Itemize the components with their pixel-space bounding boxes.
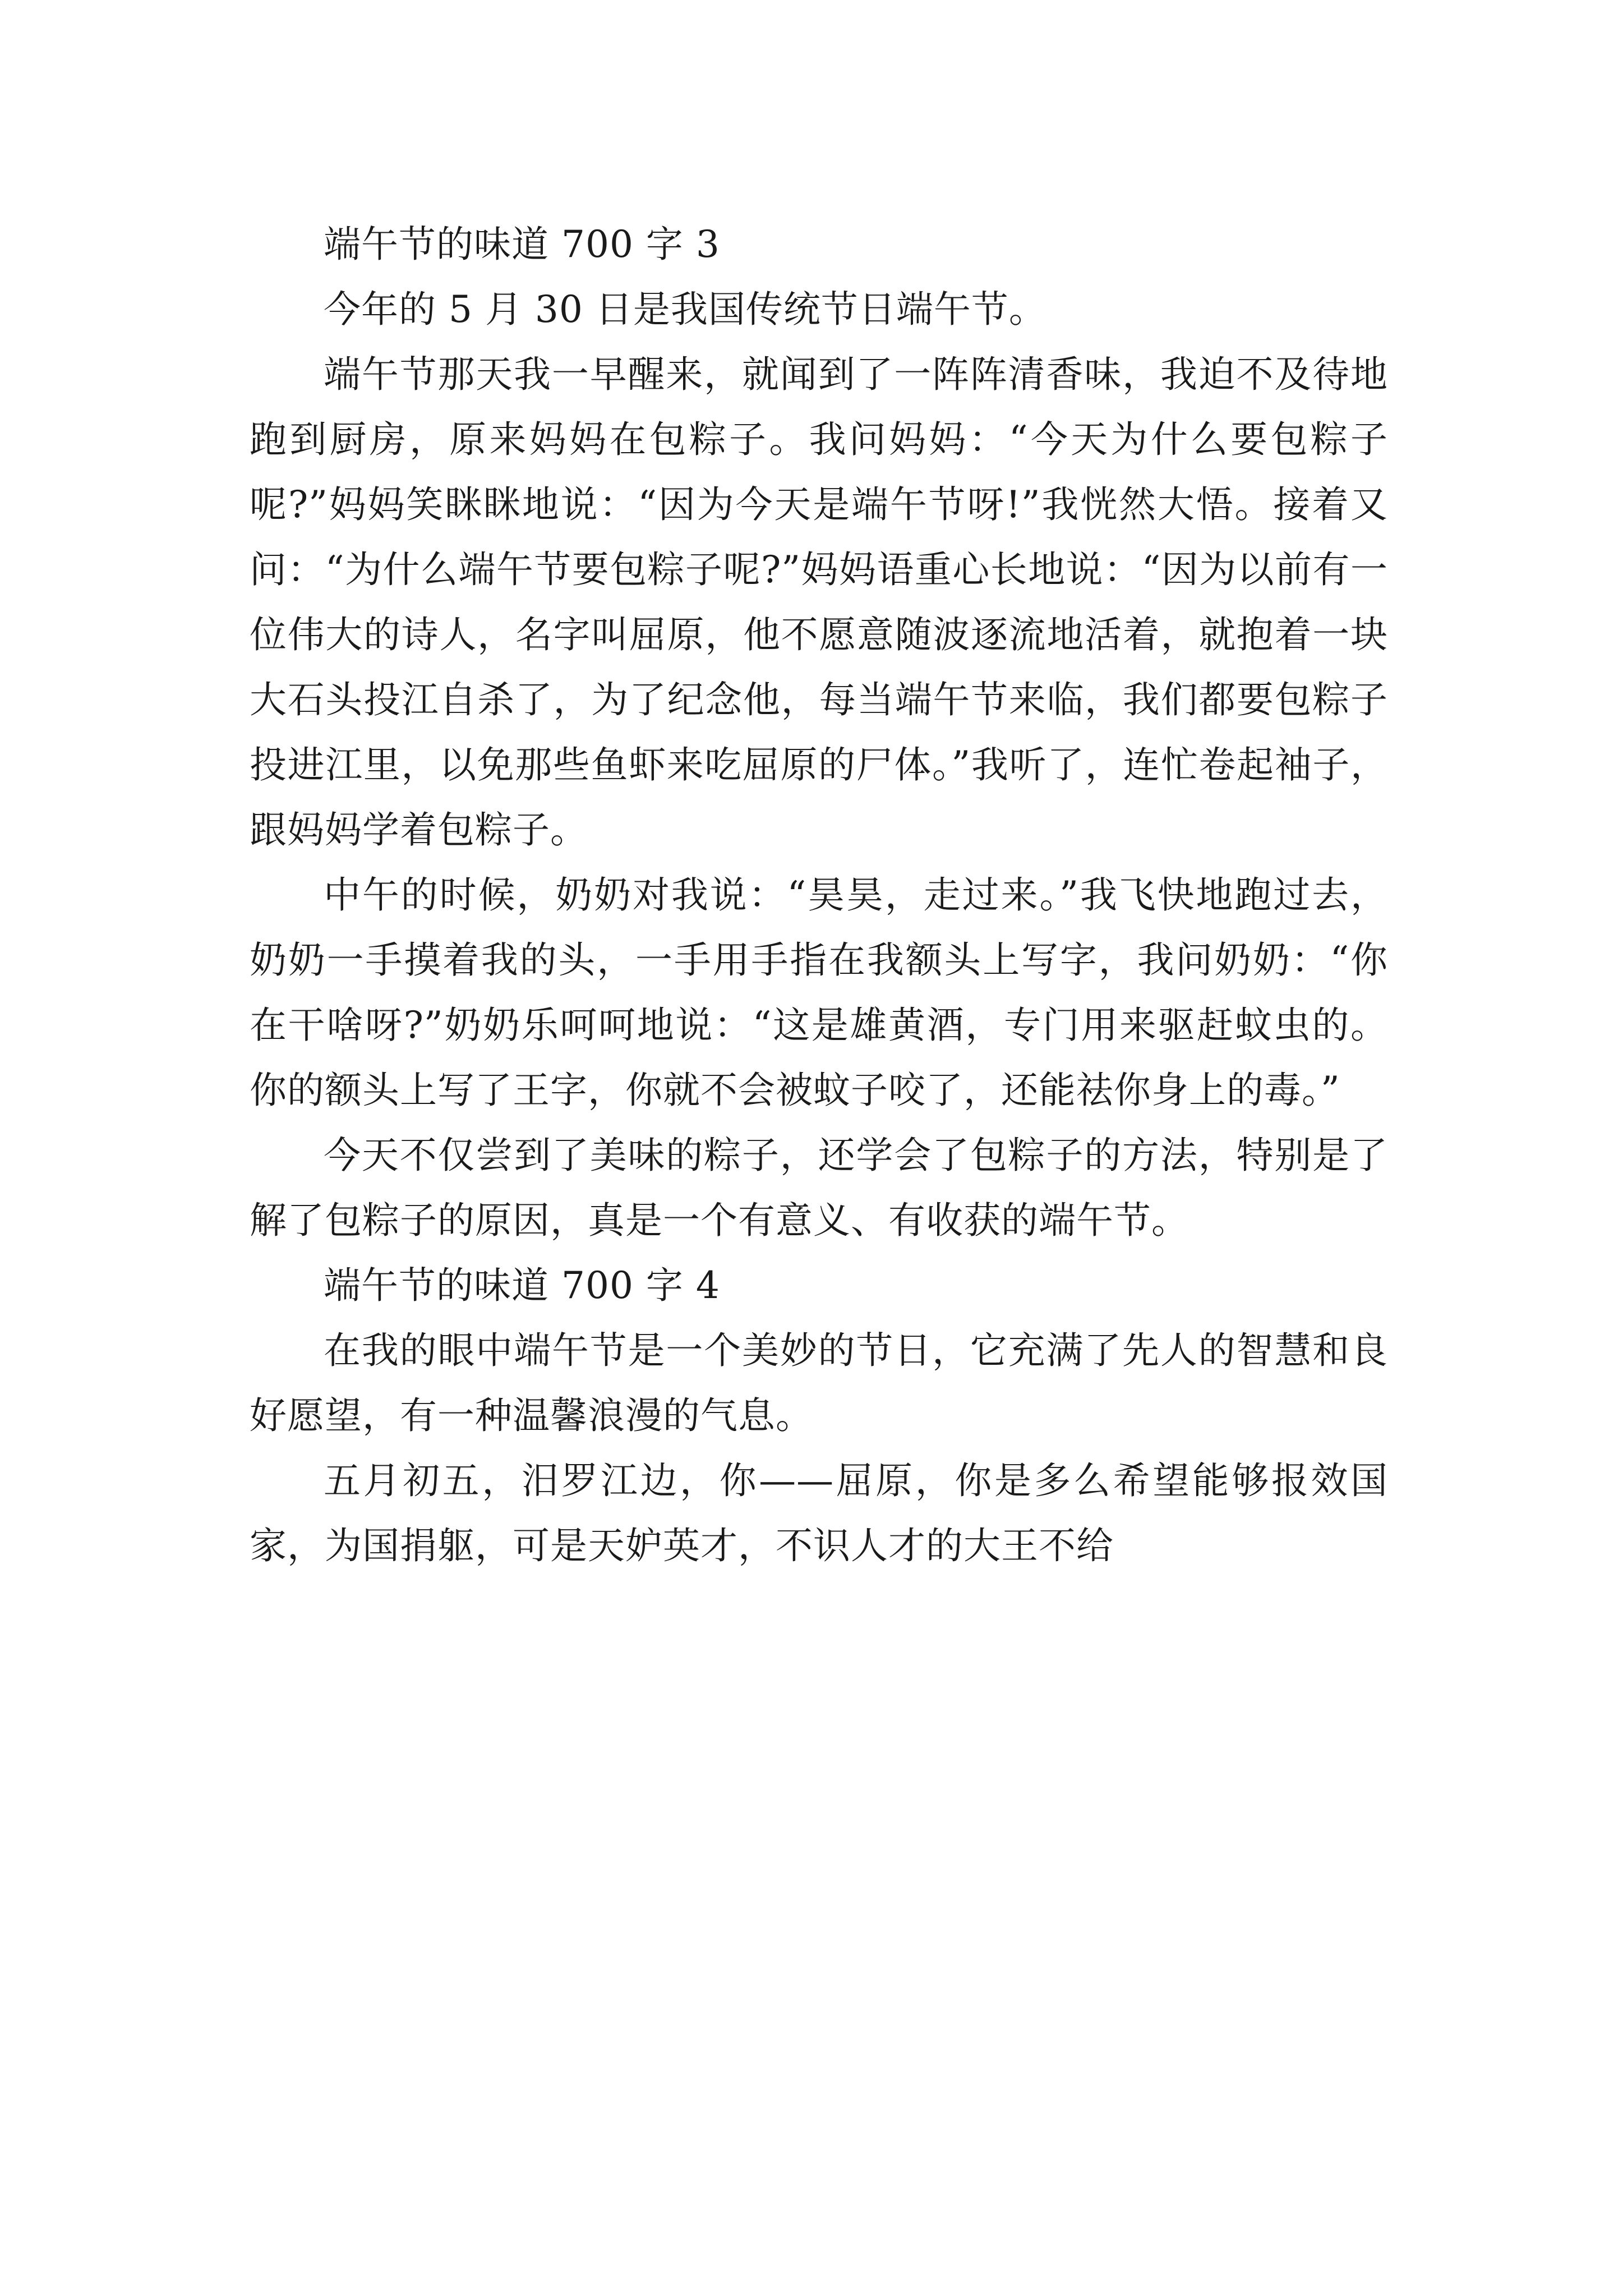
document-body bbox=[250, 212, 1388, 1579]
paragraph: 五月初五，汨罗江边，你——屈原，你是多么希望能够报效国家，为国捐躯，可是天妒英才，不识人才的大王不给 bbox=[250, 1459, 1388, 1567]
paragraph: 今天不仅尝到了美味的粽子，还学会了包粽子的方法，特别是了解了包粽子的原因，真是一个有意义、有收获的端午节。 bbox=[250, 1134, 1388, 1242]
section-heading: 端午节的味道 700 字 3 bbox=[324, 223, 720, 266]
paragraph: 端午节那天我一早醒来，就闻到了一阵阵清香味，我迫不及待地跑到厨房，原来妈妈在包粽子。我问妈妈：“今天为什么要包粽子呢?”妈妈笑眯眯地说：“因为今天是端午节呀!”我恍然大悟。接着又问：“为什么端午节要包粽子呢?”妈妈语重心长地说：“因为以前有一位伟大的诗人，名字叫屈原，他不愿意随波逐流地活着，就抱着一块大石头投江自杀了，为了纪念他，每当端午节来临，我们都要包粽子投进江里，以免那些鱼虾来吃屈原的尸体。”我听了，连忙卷起袖子，跟妈妈学着包粽子。 bbox=[250, 353, 1388, 852]
paragraph: 在我的眼中端午节是一个美妙的节日，它充满了先人的智慧和良好愿望，有一种温馨浪漫的气息。 bbox=[250, 1329, 1388, 1437]
paragraph: 今年的 5 月 30 日是我国传统节日端午节。 bbox=[324, 288, 1046, 331]
section-heading: 端午节的味道 700 字 4 bbox=[324, 1264, 720, 1307]
paragraph: 中午的时候，奶奶对我说：“昊昊，走过来。”我飞快地跑过去，奶奶一手摸着我的头，一手用手指在我额头上写字，我问奶奶：“你在干啥呀?”奶奶乐呵呵地说：“这是雄黄酒，专门用来驱赶蚊虫的。你的额头上写了王字，你就不会被蚊子咬了，还能祛你身上的毒。” bbox=[250, 873, 1388, 1112]
